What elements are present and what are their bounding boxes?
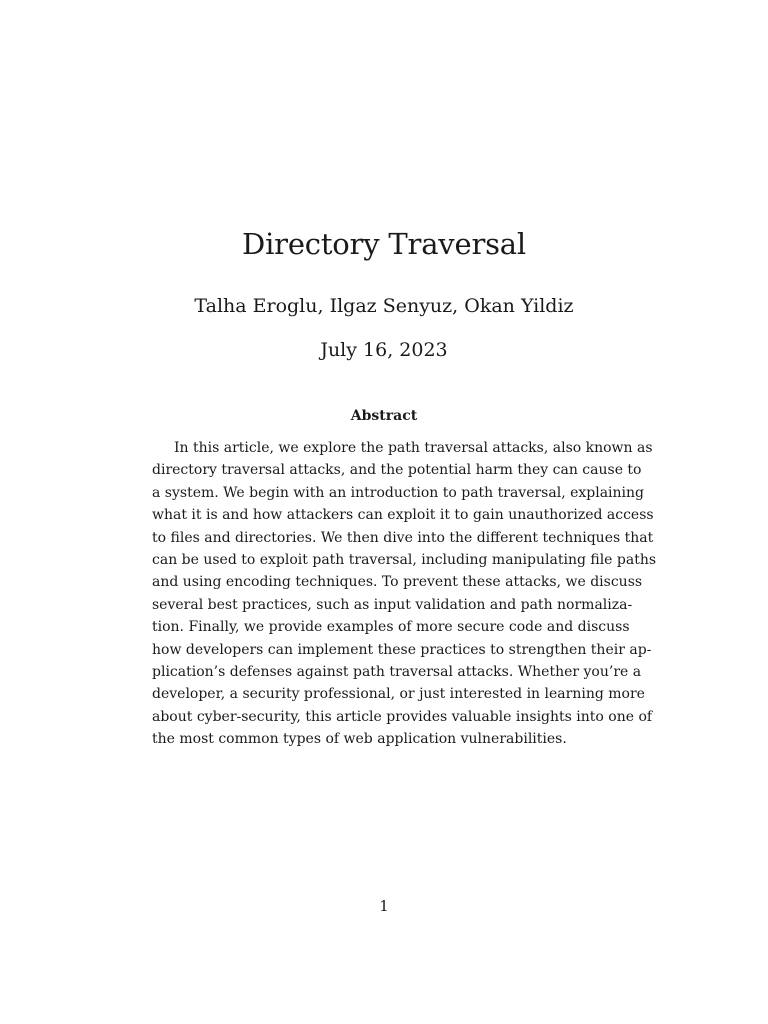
abstract-line: the most common types of web application vulnerabilities. [152,731,567,748]
abstract-line: and using encoding techniques. To prevent these attacks, we discuss [152,574,643,591]
abstract-line: how developers can implement these practices to strengthen their ap- [152,641,652,658]
abstract-line: plication’s defenses against path traversal attacks. Whether you’re a [152,664,642,681]
abstract-line: to files and directories. We then dive into the different techniques that [152,529,654,546]
abstract-line: directory traversal attacks, and the potential harm they can cause to [152,462,642,479]
abstract-line: developer, a security professional, or just interested in learning more [152,686,645,703]
abstract-line: what it is and how attackers can exploit it to gain unauthorized access [152,507,654,524]
abstract-heading: Abstract [350,408,418,424]
abstract-line: tion. Finally, we provide examples of more secure code and discuss [152,619,630,636]
author-list: Talha Eroglu, Ilgaz Senyuz, Okan Yildiz [194,295,574,317]
page-number: 1 [379,897,389,915]
paper-title: Directory Traversal [242,227,526,261]
abstract-line: can be used to exploit path traversal, including manipulating file paths [152,552,657,569]
abstract-line: In this article, we explore the path traversal attacks, also known as [174,440,653,456]
abstract-line: a system. We begin with an introduction to path traversal, explaining [152,484,645,501]
publication-date: July 16, 2023 [320,339,448,361]
abstract-body [152,437,657,751]
abstract-line: about cyber-security, this article provides valuable insights into one of [152,708,653,725]
abstract-line: several best practices, such as input validation and path normaliza- [152,596,633,613]
